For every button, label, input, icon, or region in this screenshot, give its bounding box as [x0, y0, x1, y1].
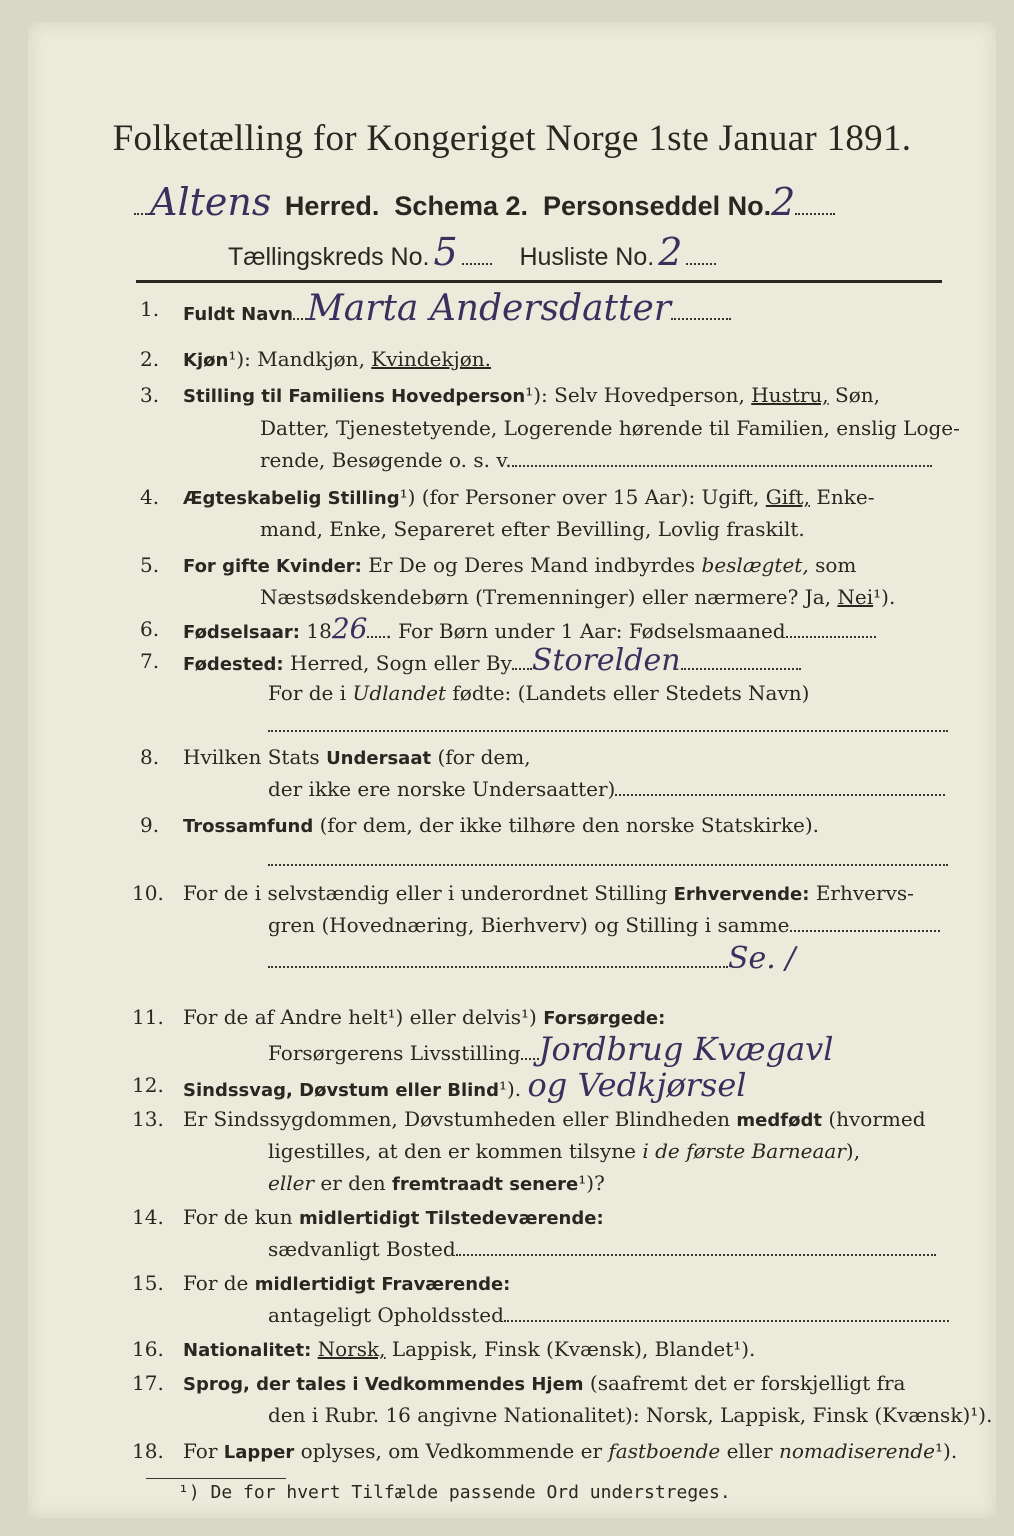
item-text: den i Rubr. 16 angivne Nationalitet): Norsk, Lappisk, Finsk (Kvænsk)¹).	[268, 1403, 993, 1427]
item-label: midlertidigt Tilstedeværende:	[298, 1208, 604, 1229]
item-label: Ægteskabelig Stilling	[183, 488, 400, 509]
item-label: Fødested:	[183, 654, 284, 675]
item-text: Næstsødskendebørn (Tremenninger) eller nærmere? Ja,	[260, 585, 832, 609]
item-number: 9.	[140, 813, 160, 837]
item-number: 15.	[132, 1271, 164, 1295]
item-text: fastboende	[608, 1439, 721, 1463]
footnote-rule	[146, 1478, 286, 1479]
item-label: Stilling til Familiens Hovedperson	[183, 386, 526, 407]
item-number: 3.	[140, 383, 160, 407]
item-text: eller	[268, 1171, 315, 1195]
birth-year-handwritten: 26	[331, 612, 368, 645]
item-text: er den	[320, 1171, 386, 1195]
item-text: ¹).	[935, 1439, 958, 1463]
item-text: 18	[306, 619, 332, 643]
item-number: 12.	[132, 1073, 164, 1097]
item-text: Hvilken Stats	[183, 745, 320, 769]
item-text: ),	[845, 1139, 861, 1163]
option-nei: Nei	[837, 585, 874, 609]
form-title: Folketælling for Kongeriget Norge 1ste Januar 1891.	[112, 118, 912, 159]
item-text: ¹).	[498, 1077, 522, 1101]
item-label: Kjøn	[183, 350, 229, 371]
item-text: For de af Andre helt¹) eller delvis¹)	[183, 1005, 537, 1029]
item-text: der ikke ere norske Undersaatter)	[268, 777, 616, 801]
item-text: For de	[183, 1271, 249, 1295]
husliste-handwritten: 2	[658, 230, 683, 274]
occupation-handwritten: Se. /	[728, 941, 796, 976]
item-text: mand, Enke, Separeret efter Bevilling, Lovlig fraskilt.	[260, 517, 805, 541]
item-label: For gifte Kvinder:	[183, 556, 362, 577]
item-label: midlertidigt Fraværende:	[254, 1274, 511, 1295]
item-text: Forsørgerens Livsstilling	[268, 1041, 521, 1065]
option-kvindekjon: Kvindekjøn.	[371, 347, 492, 371]
item-number: 1.	[140, 297, 160, 321]
item-text: (hvormed	[828, 1107, 926, 1131]
census-form: Folketælling for Kongeriget Norge 1ste Januar 1891. Altens Herred. Schema 2. Personseddel No.2 Tællingskreds No. 5 Husliste No. 2 1. Fuldt Navn Marta Andersdatter 2. Kjøn¹): Mandkjøn, Kvindekjøn. 3. Stilling til Familiens Hovedperson¹): Selv Hovedperson, Hustru, Søn, Datter, Tjenestetyende, Logerende hørende til Familien, enslig Loge- rende, Besøgende o. s. v. 4. Ægteskabelig Stilling¹) (for Personer over 15 Aar): Ugift, Gift, Enke- mand, Enke, Separeret efter Bevilling, Lovlig fraskilt. 5. For gifte Kvinder: Er De og Deres Mand indbyrdes beslægtet, som Næstsødskendebørn (Tremenninger) eller nærmere? Ja, Nei¹). 6. Fødselsaar: 1826 . For Børn under 1 Aar: Fødselsmaaned 7. Fødested: Herred, Sogn eller By Storelden For de i Udlandet fødte: (Landets eller Stedets Navn) 8. Hvilken Stats Undersaat (for dem, der ikke ere norske Undersaatter) 9. Trossamfund (for dem, der ikke tilhøre den norske Statskirke). 10. For de i selvstændig eller i underordnet Stilling Erhvervende: Erhvervs- gren (Hovednæring, Bierhverv) og Stilling i samme Se. / 11. For de af Andre helt¹) eller delvis¹) Forsørgede: Forsørgerens Livsstilling Jordbrug Kvægavl 12. Sindssvag, Døvstum eller Blind¹). og Vedkjørsel 13. Er Sindssygdommen, Døvstumheden eller Blindheden medfødt (hvormed ligestilles, at den er kommen tilsyne i de første Barneaar), eller er den fremtraadt senere¹)? 14. For de kun midlertidigt Tilstedeværende: sædvanligt Bosted 15. For de midlertidigt Fraværende: antageligt Opholdssted 16. Nationalitet: Norsk, Lappisk, Finsk (Kvænsk), Blandet¹). 17. Sprog, der tales i Vedkommendes Hjem (saafremt det er forskjelligt fra den i Rubr. 16 angivne Nationalitet): Norsk, Lappisk, Finsk (Kvænsk)¹). 18. For Lapper oplyses, om Vedkommende er fastboende eller nomadiserende¹). ¹) De for hvert Tilfælde passende Ord understreges.	[28, 22, 996, 1518]
option-gift: Gift,	[765, 485, 810, 509]
option-mandkjon: Mandkjøn,	[257, 347, 365, 371]
item-label: Nationalitet:	[183, 1340, 312, 1361]
item-text: Lappisk, Finsk (Kvænsk), Blandet¹).	[391, 1337, 756, 1361]
item-label: medfødt	[736, 1110, 822, 1131]
item-text: ¹).	[873, 585, 896, 609]
kreds-label: Tællingskreds No.	[228, 243, 430, 271]
item-text: fødte: (Landets eller Stedets Navn)	[452, 681, 810, 705]
item-number: 2.	[140, 347, 160, 371]
item-text: ¹) (for Personer over 15 Aar): Ugift,	[399, 485, 760, 509]
item-text: (for dem,	[437, 745, 531, 769]
option-hustru: Hustru,	[751, 383, 829, 407]
option-norsk: Norsk,	[317, 1337, 386, 1361]
item-label: Sprog, der tales i Vedkommendes Hjem	[183, 1374, 584, 1395]
header-line-kreds	[228, 230, 716, 274]
item-label: Erhvervende:	[673, 884, 810, 905]
personseddel-label: Personseddel No.	[543, 191, 772, 221]
item-number: 10.	[132, 881, 164, 905]
item-label: fremtraadt senere	[392, 1174, 579, 1195]
husliste-label: Husliste No.	[519, 243, 655, 271]
item-label: Lapper	[223, 1442, 295, 1463]
item-text: Søn,	[835, 383, 880, 407]
item-text: oplyses, om Vedkommende er	[300, 1439, 603, 1463]
place-handwritten: Altens	[150, 180, 272, 224]
item-text: som	[815, 553, 857, 577]
item-number: 13.	[132, 1107, 164, 1131]
item-text: For de i selvstændig eller i underordnet Stilling	[183, 881, 668, 905]
item-label: Fødselsaar:	[183, 622, 300, 643]
item-text: Datter, Tjenestetyende, Logerende hørende til Familien, enslig Loge-	[260, 416, 960, 440]
item-number: 7.	[140, 649, 160, 673]
item-number: 8.	[140, 745, 160, 769]
birthplace-handwritten: Storelden	[531, 643, 681, 678]
item-text: For de kun	[183, 1205, 293, 1229]
item-number: 14.	[132, 1205, 164, 1229]
item-text: Herred, Sogn eller By	[290, 651, 512, 675]
item-number: 18.	[132, 1439, 164, 1463]
name-handwritten: Marta Andersdatter	[306, 288, 671, 329]
item-text: sædvanligt Bosted	[268, 1237, 456, 1261]
schema-label: Schema 2.	[394, 191, 528, 221]
item-text: nomadiserende	[778, 1439, 935, 1463]
item-label: Forsørgede:	[543, 1008, 666, 1029]
item-label: Undersaat	[326, 748, 432, 769]
item-text: For de i	[268, 681, 347, 705]
item-label: Sindssvag, Døvstum eller Blind	[183, 1080, 499, 1101]
personseddel-handwritten: 2	[771, 180, 796, 224]
item-number: 6.	[140, 617, 160, 641]
item-text: antageligt Opholdssted	[268, 1303, 504, 1327]
item-text: Er Sindssygdommen, Døvstumheden eller Blindheden	[183, 1107, 731, 1131]
herred-label: Herred.	[284, 191, 380, 221]
item-number: 16.	[132, 1337, 164, 1361]
item-text: ligestilles, at den er kommen tilsyne	[268, 1139, 636, 1163]
provider-handwritten-2: og Vedkjørsel	[527, 1066, 747, 1104]
item-text: i de første Barneaar	[642, 1139, 846, 1163]
item-text: Er De og Deres Mand indbyrdes	[368, 553, 696, 577]
item-number: 5.	[140, 553, 160, 577]
item-text: gren (Hovednæring, Bierhverv) og Stilling i samme	[268, 913, 790, 937]
item-text: ¹)?	[578, 1171, 605, 1195]
item-number: 17.	[132, 1371, 164, 1395]
item-text: Udlandet	[352, 681, 447, 705]
item-text: For Børn under 1 Aar: Fødselsmaaned	[398, 619, 786, 643]
item-text: ¹):	[228, 347, 251, 371]
item-text: rende, Besøgende o. s. v.	[260, 448, 512, 472]
item-text: (saafremt det er forskjelligt fra	[589, 1371, 906, 1395]
item-label: Fuldt Navn	[183, 304, 293, 325]
provider-handwritten: Jordbrug Kvægavl	[538, 1030, 834, 1068]
header-line-herred	[134, 180, 835, 224]
item-text: Erhvervs-	[815, 881, 914, 905]
item-number: 4.	[140, 485, 160, 509]
footnote: ¹) De for hvert Tilfælde passende Ord understreges.	[178, 1482, 731, 1503]
item-text: (for dem, der ikke tilhøre den norske Statskirke).	[319, 813, 820, 837]
header-rule	[136, 280, 942, 283]
item-text: ¹): Selv Hovedperson,	[525, 383, 745, 407]
item-number: 11.	[132, 1005, 164, 1029]
item-text: For	[183, 1439, 218, 1463]
item-label: Trossamfund	[183, 816, 314, 837]
kreds-handwritten: 5	[433, 230, 458, 274]
item-text: eller	[726, 1439, 773, 1463]
item-text: Enke-	[816, 485, 875, 509]
item-text: beslægtet,	[701, 553, 809, 577]
